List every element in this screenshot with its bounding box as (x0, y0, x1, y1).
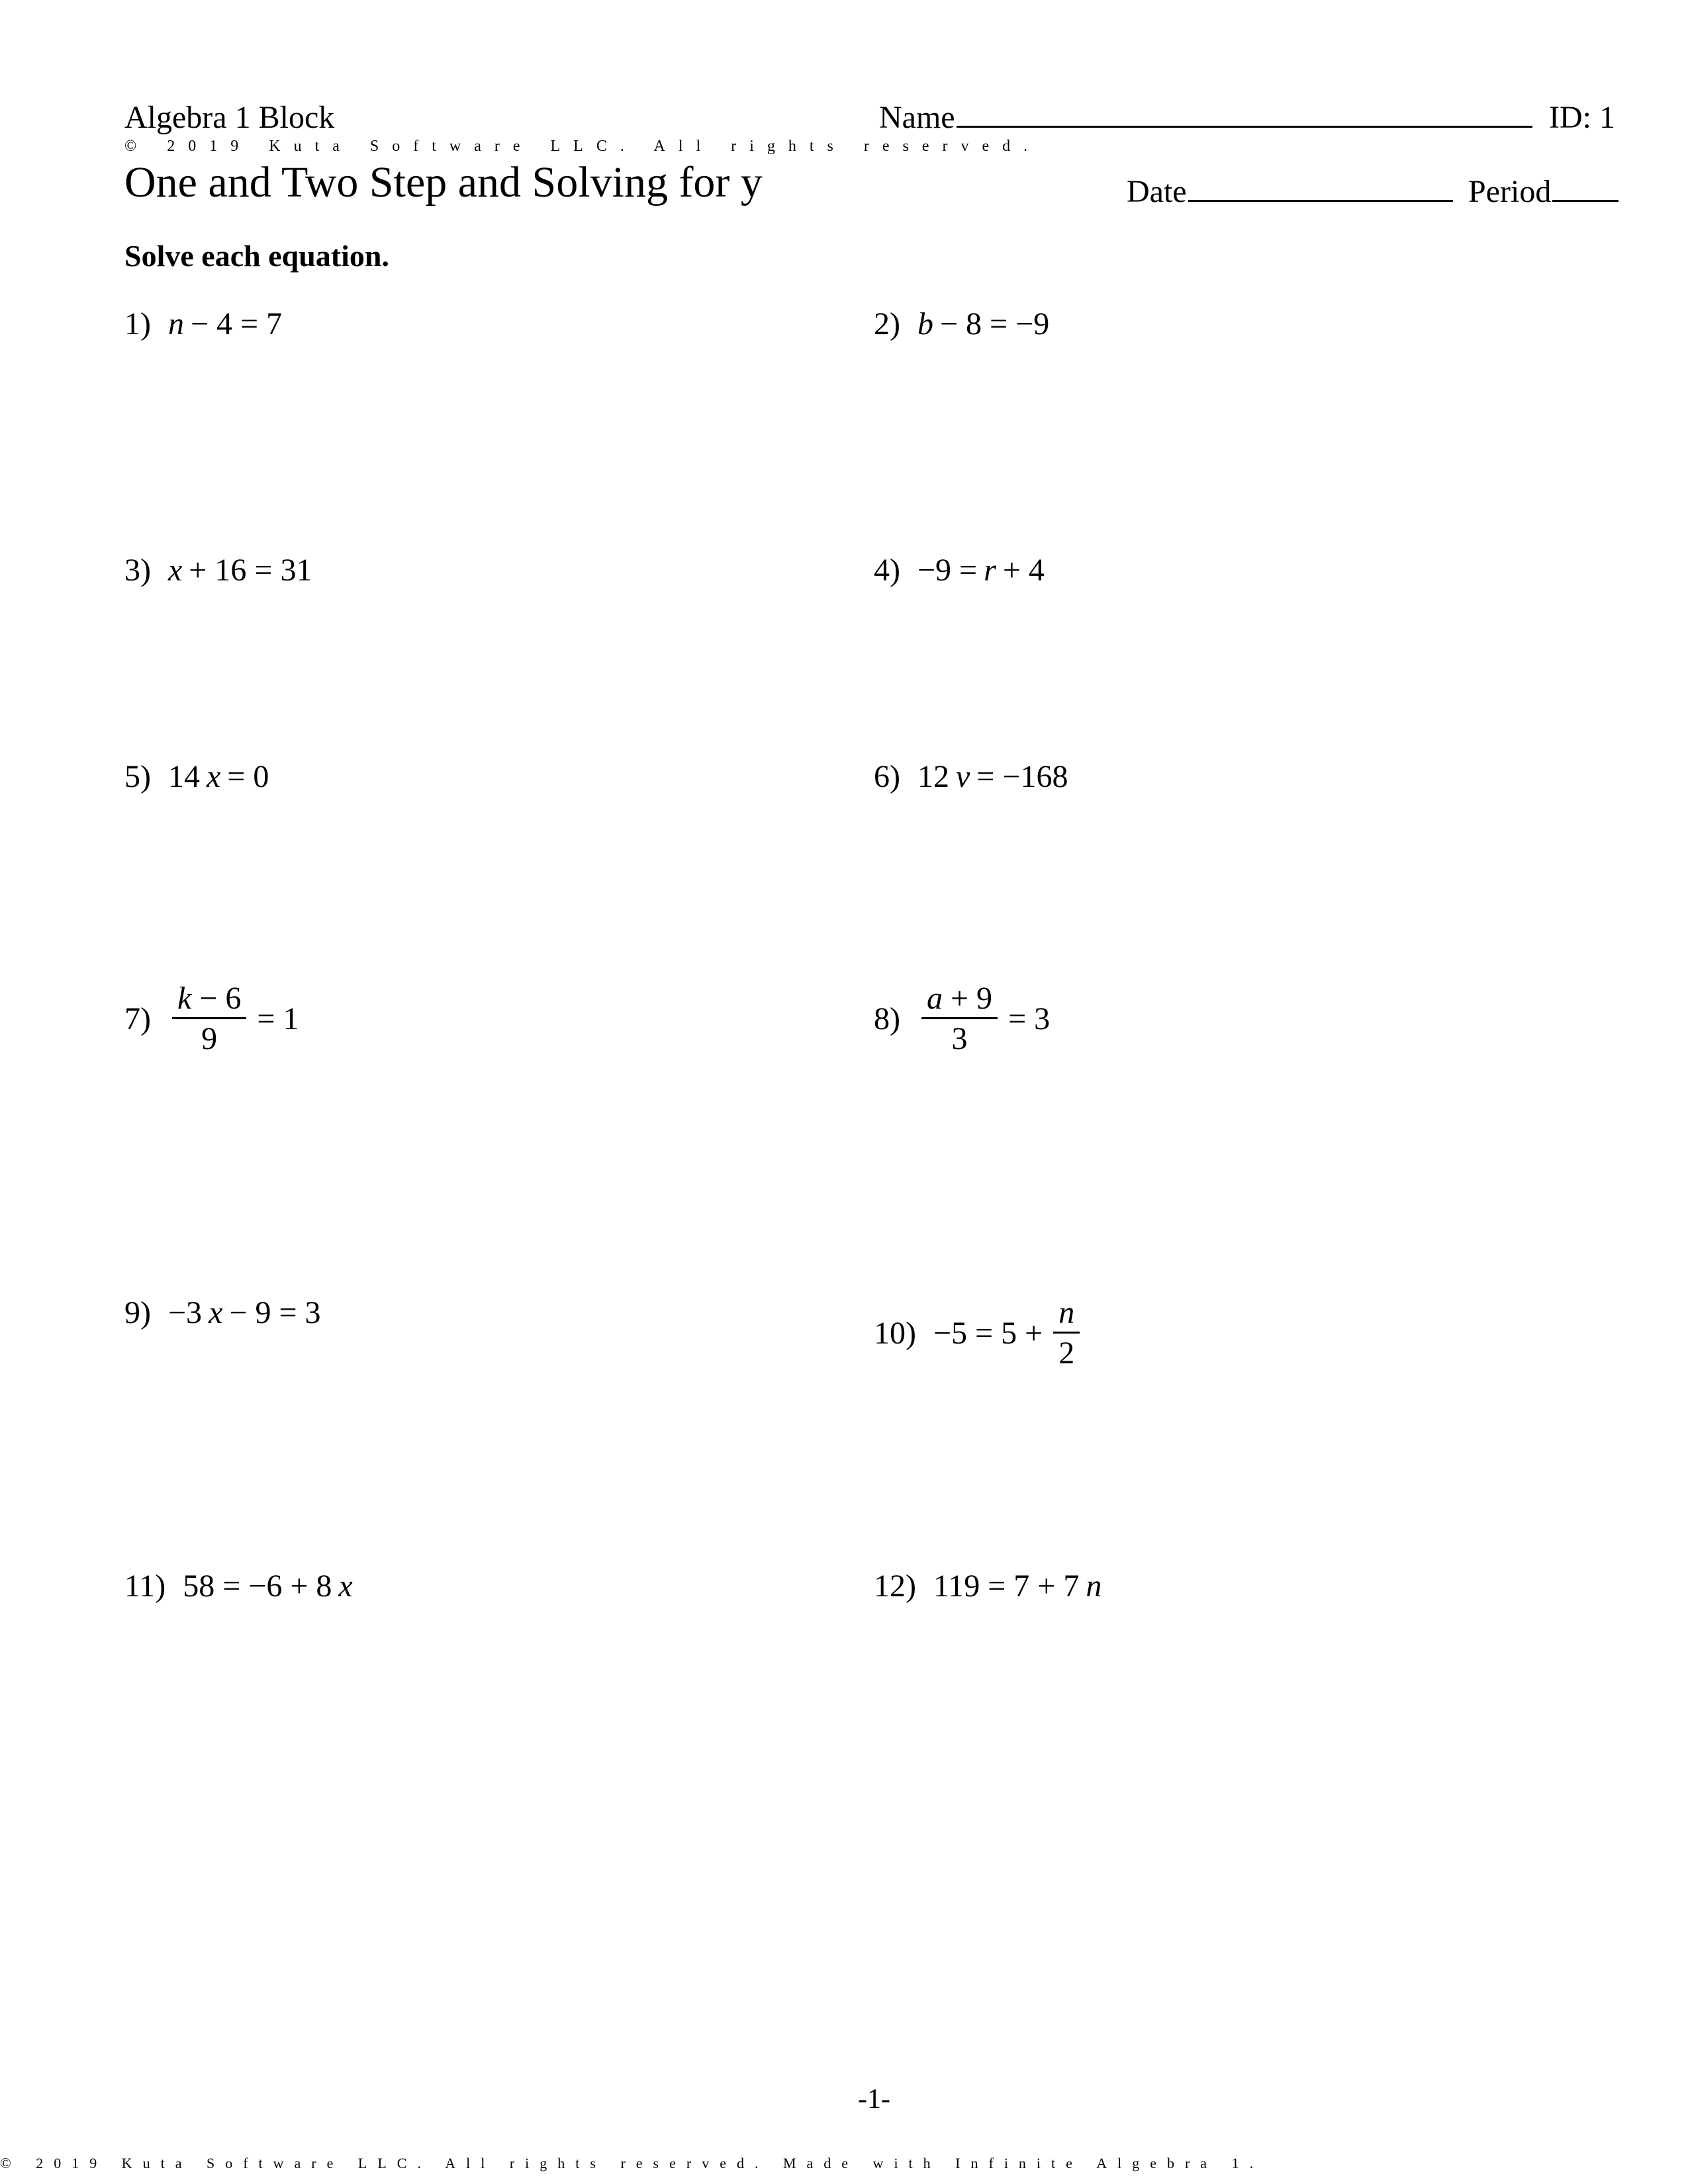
period-label: Period (1468, 174, 1552, 209)
problem-number: 4) (874, 553, 900, 588)
problem-number: 6) (874, 759, 900, 794)
problem-number: 9) (124, 1295, 151, 1330)
equation (917, 306, 1049, 342)
equation-text: − 4 = 7 (190, 306, 283, 341)
instructions: Solve each equation. (124, 239, 389, 273)
fraction (172, 983, 246, 1055)
equation-text: + 16 = 31 (189, 553, 312, 588)
page-number: -1- (858, 2084, 890, 2115)
problem-10 (874, 1297, 1084, 1369)
fraction (1053, 1297, 1080, 1369)
equation (168, 758, 269, 795)
problem-number: 7) (124, 1001, 151, 1036)
student-id: ID: 1 (1549, 100, 1615, 135)
numerator-text: + 9 (942, 981, 993, 1016)
numerator (172, 983, 246, 1019)
variable: n (1058, 1295, 1075, 1330)
problem-11 (124, 1568, 353, 1604)
coefficient: 14 (167, 759, 200, 794)
date-label: Date (1127, 174, 1187, 209)
variable: v (955, 759, 970, 794)
problem-3 (124, 552, 312, 588)
equation (168, 552, 312, 588)
numerator (921, 983, 998, 1019)
problem-number: 12) (874, 1569, 916, 1604)
name-label: Name (879, 100, 955, 135)
variable: r (984, 553, 996, 588)
coefficient: 12 (917, 759, 949, 794)
equation-text: − 8 = −9 (939, 306, 1050, 341)
problem-number: 2) (874, 306, 900, 341)
variable: a (926, 981, 943, 1016)
equation (917, 552, 1045, 588)
equation-text: − 9 = 3 (229, 1295, 321, 1330)
problem-number: 5) (124, 759, 151, 794)
problem-6 (874, 758, 1068, 795)
problem-number: 10) (874, 1316, 916, 1351)
problem-number: 11) (124, 1569, 166, 1604)
numerator (1053, 1297, 1080, 1334)
variable: x (206, 759, 221, 794)
date-blank[interactable] (1188, 176, 1453, 202)
variable: n (1086, 1569, 1102, 1604)
copyright-footer: © 2019 Kuta Software LLC. All rights reserved. Made with Infinite Algebra 1. (0, 2155, 1264, 2171)
numerator-text: − 6 (191, 981, 242, 1016)
equation (168, 1295, 321, 1331)
equation-text: 58 = −6 + 8 (183, 1569, 332, 1604)
equation-text: −9 = (917, 553, 978, 588)
equation-text: = 0 (227, 759, 269, 794)
equation-text: = 1 (257, 1001, 299, 1036)
problem-9 (124, 1295, 321, 1331)
course-name: Algebra 1 Block (124, 100, 335, 135)
equation (917, 983, 1050, 1055)
equation (933, 1568, 1102, 1604)
denominator: 9 (201, 1021, 218, 1056)
denominator: 2 (1058, 1336, 1075, 1371)
variable: k (177, 981, 192, 1016)
variable: b (917, 306, 933, 341)
variable: x (209, 1295, 223, 1330)
problem-5 (124, 758, 269, 795)
equation (933, 1297, 1084, 1369)
problem-8 (874, 983, 1050, 1055)
problem-2 (874, 306, 1049, 342)
date-field[interactable] (1127, 173, 1453, 210)
name-field[interactable] (879, 99, 1532, 136)
fraction (921, 983, 998, 1055)
problem-4 (874, 552, 1045, 588)
worksheet-title: One and Two Step and Solving for y (124, 158, 763, 206)
problem-number: 8) (874, 1001, 900, 1036)
equation-text: 119 = 7 + 7 (933, 1569, 1080, 1604)
copyright-notice: © 2019 Kuta Software LLC. All rights reserved. (124, 138, 1041, 155)
equation (168, 306, 282, 342)
equation (168, 983, 299, 1055)
problem-number: 3) (124, 553, 151, 588)
problem-7 (124, 983, 299, 1055)
denominator: 3 (951, 1021, 968, 1056)
period-blank[interactable] (1552, 176, 1618, 202)
name-blank[interactable] (957, 102, 1532, 128)
equation-text: −5 = 5 + (933, 1316, 1043, 1351)
problem-12 (874, 1568, 1102, 1604)
equation-text: = 3 (1008, 1001, 1051, 1036)
period-field[interactable] (1468, 173, 1618, 210)
variable: x (167, 553, 183, 588)
problem-1 (124, 306, 282, 342)
problem-number: 1) (124, 306, 151, 341)
equation-text: = −168 (976, 759, 1068, 794)
variable: n (167, 306, 184, 341)
equation (917, 758, 1068, 795)
equation (183, 1568, 353, 1604)
variable: x (338, 1569, 353, 1604)
coefficient: −3 (167, 1295, 203, 1330)
equation-text: + 4 (1002, 553, 1045, 588)
